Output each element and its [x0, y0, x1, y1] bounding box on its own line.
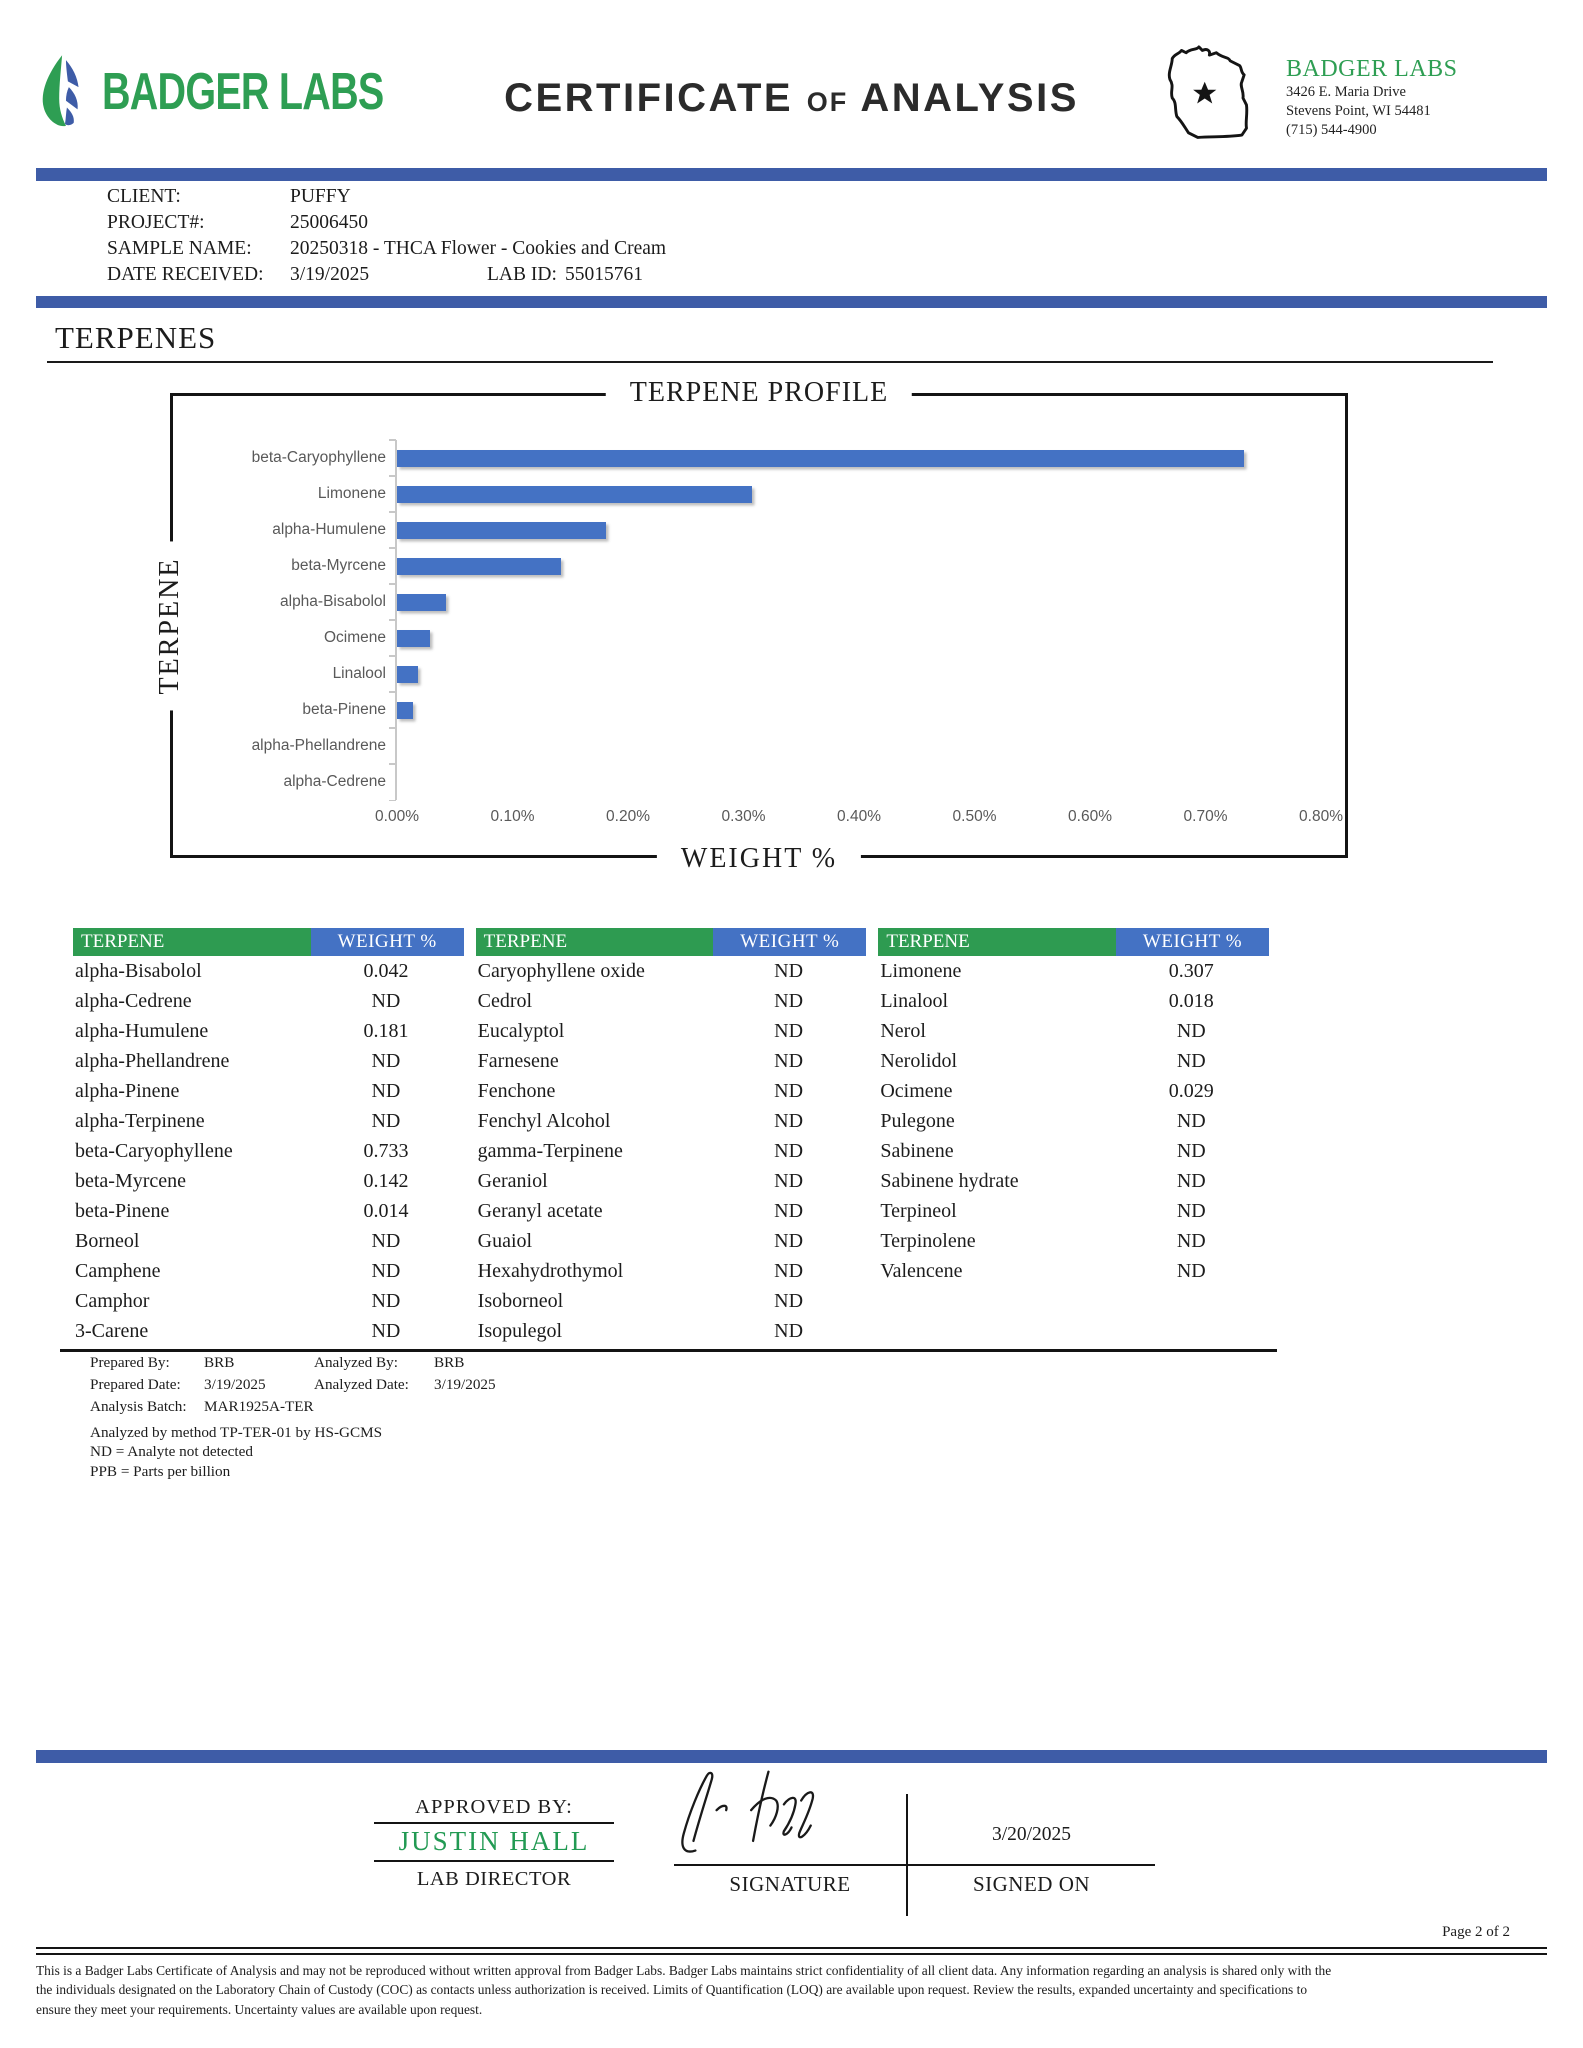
terpene-weight-value: 0.142 — [363, 1169, 409, 1192]
lab-phone: (715) 544-4900 — [1286, 122, 1377, 138]
sample-name-label: SAMPLE NAME: — [107, 238, 252, 259]
lab-name: BADGER LABS — [1286, 56, 1458, 82]
chart-category-label: alpha-Cedrene — [283, 773, 386, 790]
chart-x-axis-ticks — [375, 808, 1343, 828]
terpene-weight-value: ND — [774, 1049, 804, 1072]
chart-x-axis-title: WEIGHT % — [657, 843, 861, 875]
terpene-name: Terpinolene — [880, 1229, 976, 1252]
section-title: TERPENES — [55, 320, 217, 355]
terpene-weight-value: ND — [774, 989, 804, 1012]
weight-column-header: WEIGHT % — [311, 928, 464, 956]
signature-image — [655, 1764, 905, 1864]
terpene-weight-value: ND — [774, 1229, 804, 1252]
chart-x-tick-label: 0.00% — [375, 808, 419, 825]
table-row — [878, 1166, 1269, 1196]
chart-x-tick-label: 0.70% — [1183, 808, 1228, 825]
table-row — [476, 1076, 867, 1106]
approved-by-block — [374, 1796, 614, 1891]
sample-name-value: 20250318 - THCA Flower - Cookies and Cream — [290, 238, 667, 259]
terpene-table-group — [73, 928, 464, 1346]
table-row — [73, 1016, 464, 1046]
disclaimer-line: ensure they meet your requirements. Uncertainty values are available upon request. — [36, 2001, 483, 2017]
terpene-name: alpha-Bisabolol — [75, 959, 202, 982]
sample-info-block — [107, 186, 667, 290]
signature-label: SIGNATURE — [729, 1872, 851, 1896]
table-row — [476, 1106, 867, 1136]
terpene-name: Ocimene — [880, 1079, 953, 1102]
divider-bar-top — [36, 168, 1547, 181]
table-header-row — [73, 928, 464, 956]
lab-address-line2: Stevens Point, WI 54481 — [1286, 103, 1431, 119]
terpene-weight-value: ND — [1176, 1259, 1206, 1282]
chart-category-label: alpha-Humulene — [272, 521, 386, 538]
table-row — [476, 1166, 867, 1196]
prep-info-block — [90, 1352, 496, 1481]
terpene-name: beta-Myrcene — [75, 1169, 187, 1192]
chart-bar — [397, 558, 561, 575]
table-row — [878, 1226, 1269, 1256]
terpene-name: Caryophyllene oxide — [477, 959, 645, 982]
terpene-name: Cedrol — [477, 989, 533, 1012]
chart-x-tick-label: 0.60% — [1068, 808, 1112, 825]
approved-by-label: APPROVED BY: — [374, 1796, 614, 1824]
terpene-name: Linalool — [880, 989, 949, 1012]
prepared-date-label: Prepared Date: — [90, 1376, 181, 1393]
chart-row — [280, 584, 1321, 620]
terpene-weight-value: ND — [774, 1319, 804, 1342]
terpene-weight-value: ND — [774, 1169, 804, 1192]
table-row — [73, 1196, 464, 1226]
nd-note: ND = Analyte not detected — [90, 1443, 253, 1461]
terpene-weight-value: ND — [371, 1319, 401, 1342]
table-row — [476, 986, 867, 1016]
chart-bar — [397, 666, 418, 683]
chart-category-label: alpha-Phellandrene — [251, 737, 386, 754]
chart-x-tick-label: 0.40% — [837, 808, 881, 825]
method-note: Analyzed by method TP-TER-01 by HS-GCMS — [90, 1424, 383, 1441]
terpene-name: Fenchone — [477, 1079, 556, 1102]
terpene-name: Camphor — [75, 1289, 150, 1312]
terpene-table-group — [878, 928, 1269, 1286]
terpene-column-header: TERPENE — [878, 928, 1116, 956]
terpene-name: Geranyl acetate — [477, 1199, 603, 1222]
terpene-name: Isopulegol — [477, 1319, 563, 1342]
chart-bar — [397, 594, 446, 611]
terpene-name: alpha-Humulene — [75, 1019, 209, 1042]
project-label: PROJECT#: — [107, 212, 205, 233]
terpene-weight-value: ND — [774, 1019, 804, 1042]
badger-labs-logo — [36, 50, 472, 134]
approver-title: LAB DIRECTOR — [416, 1868, 572, 1890]
chart-category-label: beta-Myrcene — [291, 557, 386, 574]
terpene-name: Pulegone — [880, 1109, 955, 1132]
chart-x-tick-label: 0.30% — [721, 808, 766, 825]
chart-row — [317, 476, 1321, 512]
project-row — [107, 212, 643, 238]
prepared-date-value: 3/19/2025 — [204, 1376, 266, 1393]
table-row — [476, 1136, 867, 1166]
weight-column-header: WEIGHT % — [1116, 928, 1269, 956]
terpene-weight-value: ND — [371, 1079, 401, 1102]
table-row — [476, 1256, 867, 1286]
terpene-weight-value: ND — [371, 1289, 401, 1312]
table-row — [476, 1016, 867, 1046]
table-row — [73, 1106, 464, 1136]
terpene-weight-value: 0.029 — [1168, 1079, 1214, 1102]
terpene-name: gamma-Terpinene — [477, 1139, 623, 1162]
chart-x-tick-label: 0.10% — [490, 808, 535, 825]
terpene-table-group — [476, 928, 867, 1346]
table-row — [73, 986, 464, 1016]
terpene-weight-value: ND — [774, 1139, 804, 1162]
lab-contact-info — [1286, 40, 1458, 156]
chart-row — [272, 512, 1321, 548]
terpene-name: beta-Pinene — [75, 1199, 170, 1222]
terpene-name: 3-Carene — [75, 1319, 149, 1342]
terpene-column-header: TERPENE — [73, 928, 311, 956]
table-header-row — [878, 928, 1269, 956]
client-value: PUFFY — [290, 186, 351, 207]
analysis-batch-label: Analysis Batch: — [90, 1398, 187, 1415]
terpene-name: Limonene — [880, 959, 962, 982]
chart-x-tick-label: 0.50% — [952, 808, 997, 825]
table-row — [476, 1226, 867, 1256]
terpene-name: alpha-Pinene — [75, 1079, 180, 1102]
terpene-weight-value: ND — [371, 1049, 401, 1072]
terpene-name: Nerol — [880, 1019, 926, 1042]
chart-bars — [251, 440, 1321, 800]
terpene-name: Eucalyptol — [477, 1019, 565, 1042]
lab-id-label: LAB ID: — [487, 264, 557, 285]
terpene-weight-value: ND — [371, 989, 401, 1012]
chart-row — [251, 440, 1321, 476]
chart-x-tick-label: 0.80% — [1299, 808, 1343, 825]
prep-notes — [90, 1423, 496, 1481]
terpene-name: Borneol — [75, 1229, 140, 1252]
analyzed-by-label: Analyzed By: — [314, 1354, 398, 1371]
terpene-weight-value: ND — [371, 1229, 401, 1252]
terpene-name: Isoborneol — [477, 1289, 564, 1312]
wisconsin-map-icon — [1148, 40, 1280, 156]
chart-bar — [397, 450, 1244, 467]
terpene-weight-value: ND — [774, 1289, 804, 1312]
chart-bar — [397, 486, 752, 503]
table-row — [878, 986, 1269, 1016]
chart-bar — [397, 522, 606, 539]
chart-row — [302, 692, 1321, 728]
terpene-weight-value: 0.014 — [363, 1199, 409, 1222]
table-row — [476, 956, 867, 986]
terpene-weight-value: ND — [774, 1109, 804, 1132]
analysis-batch-value: MAR1925A-TER — [204, 1398, 314, 1415]
project-value: 25006450 — [290, 212, 368, 233]
divider-bar-bottom — [36, 1750, 1547, 1763]
terpene-weight-value: 0.181 — [363, 1019, 409, 1042]
terpene-name: Valencene — [880, 1259, 963, 1282]
terpene-weight-value: 0.042 — [363, 959, 409, 982]
table-row — [73, 1256, 464, 1286]
prepared-by-label: Prepared By: — [90, 1354, 170, 1371]
signature-divider — [906, 1794, 908, 1916]
terpene-weight-value: ND — [1176, 1229, 1206, 1252]
terpene-weight-value: 0.733 — [363, 1139, 409, 1162]
terpene-weight-value: ND — [1176, 1109, 1206, 1132]
terpene-weight-value: 0.018 — [1168, 989, 1214, 1012]
terpene-name: Terpineol — [880, 1199, 957, 1222]
disclaimer-text — [36, 1961, 1547, 2019]
title-word-certificate: CERTIFICATE — [504, 76, 794, 120]
date-received-value: 3/19/2025 — [290, 264, 370, 285]
date-received-label: DATE RECEIVED: — [107, 264, 264, 285]
terpene-column-header: TERPENE — [476, 928, 714, 956]
table-row — [878, 1016, 1269, 1046]
chart-bar — [397, 702, 413, 719]
table-row — [878, 1136, 1269, 1166]
footer — [36, 1947, 1547, 2019]
terpene-weight-value: ND — [774, 959, 804, 982]
table-row — [878, 1256, 1269, 1286]
table-row — [73, 1316, 464, 1346]
table-row — [878, 1046, 1269, 1076]
table-row — [73, 956, 464, 986]
terpenes-section-heading — [47, 320, 1493, 363]
terpene-weight-value: ND — [371, 1259, 401, 1282]
disclaimer-line: This is a Badger Labs Certificate of Analysis and may not be reproduced without written approval from Badger Labs. Badger Labs maintains strict confidentiality of all client data. Any information regarding an analysis is shared only with the — [36, 1963, 1332, 1978]
terpene-weight-value: ND — [1176, 1139, 1206, 1162]
lab-address-block — [1148, 40, 1458, 156]
chart-x-tick-label: 0.20% — [606, 808, 650, 825]
terpene-weight-value: ND — [1176, 1169, 1206, 1192]
terpene-weight-value: ND — [1176, 1199, 1206, 1222]
table-row — [73, 1286, 464, 1316]
table-row — [476, 1316, 867, 1346]
terpene-name: Sabinene — [880, 1139, 954, 1162]
signed-on-date: 3/20/2025 — [991, 1824, 1072, 1845]
terpene-weight-value: ND — [1176, 1049, 1206, 1072]
approver-name: JUSTIN HALL — [374, 1824, 614, 1862]
chart-category-label: beta-Caryophyllene — [251, 449, 386, 466]
chart-category-label: Ocimene — [323, 629, 386, 646]
chart-row — [323, 620, 1321, 656]
table-row — [73, 1226, 464, 1256]
table-row — [476, 1196, 867, 1226]
weight-column-header: WEIGHT % — [713, 928, 866, 956]
logo-wordmark: BADGER LABS — [102, 63, 384, 121]
terpene-weight-value: ND — [774, 1259, 804, 1282]
chart-row — [332, 656, 1321, 692]
terpene-name: Hexahydrothymol — [477, 1259, 624, 1282]
lab-id-value: 55015761 — [565, 264, 643, 285]
chart-category-label: beta-Pinene — [302, 701, 386, 718]
chart-row — [251, 728, 1321, 764]
chart-y-axis-title: TERPENE — [154, 541, 186, 710]
analyzed-date-label: Analyzed Date: — [314, 1376, 409, 1393]
table-row — [878, 956, 1269, 986]
title-word-analysis: ANALYSIS — [860, 76, 1079, 120]
terpene-name: alpha-Cedrene — [75, 989, 192, 1012]
chart-plot-area — [251, 440, 1343, 825]
divider-bar-section — [36, 296, 1547, 308]
terpene-profile-chart — [154, 377, 1348, 874]
table-row — [476, 1046, 867, 1076]
chart-row — [291, 548, 1321, 584]
terpene-name: beta-Caryophyllene — [75, 1139, 233, 1162]
table-header-row — [476, 928, 867, 956]
prep-grid — [90, 1352, 496, 1418]
table-row — [878, 1196, 1269, 1226]
title-word-of: OF — [806, 87, 849, 117]
analyzed-date-value: 3/19/2025 — [434, 1376, 496, 1393]
terpene-weight-value: 0.307 — [1168, 959, 1214, 982]
terpene-weight-value: ND — [371, 1109, 401, 1132]
table-row — [878, 1106, 1269, 1136]
terpene-name: Camphene — [75, 1259, 161, 1282]
page-title — [504, 76, 1079, 121]
terpene-name: Geraniol — [477, 1169, 548, 1192]
terpene-name: Fenchyl Alcohol — [477, 1109, 611, 1132]
terpene-weight-value: ND — [1176, 1019, 1206, 1042]
chart-category-label: Limonene — [317, 485, 386, 502]
prepared-by-value: BRB — [204, 1354, 235, 1371]
lab-address-line1: 3426 E. Maria Drive — [1286, 84, 1406, 100]
terpene-name: Guaiol — [477, 1229, 533, 1252]
chart-title: TERPENE PROFILE — [606, 377, 912, 409]
client-row — [107, 186, 643, 212]
ppb-note: PPB = Parts per billion — [90, 1462, 231, 1480]
table-row — [73, 1136, 464, 1166]
chart-category-label: alpha-Bisabolol — [280, 593, 386, 610]
footer-rule — [36, 1947, 1547, 1955]
terpene-name: Farnesene — [477, 1049, 559, 1072]
sample-name-row — [107, 238, 667, 264]
table-row — [878, 1076, 1269, 1106]
terpene-results-table — [73, 928, 1269, 1346]
terpene-name: Sabinene hydrate — [880, 1169, 1019, 1192]
table-row — [476, 1286, 867, 1316]
client-label: CLIENT: — [107, 186, 181, 207]
chart-row — [283, 764, 1321, 800]
date-received-row — [107, 264, 643, 290]
terpene-weight-value: ND — [774, 1079, 804, 1102]
disclaimer-line: the individuals designated on the Laboratory Chain of Custody (COC) as contacts unless authorization is received. Limits of Quantification (LOQ) are available upon request. Review the results, expanded uncertainty and specifications to — [36, 1982, 1308, 1998]
table-row — [73, 1046, 464, 1076]
terpene-name: alpha-Terpinene — [75, 1109, 205, 1132]
terpene-name: Nerolidol — [880, 1049, 957, 1072]
terpene-name: alpha-Phellandrene — [75, 1049, 230, 1072]
table-row — [73, 1166, 464, 1196]
leaf-logo-icon — [36, 50, 94, 134]
analyzed-by-value: BRB — [434, 1354, 465, 1371]
table-row — [73, 1076, 464, 1106]
signature-line — [674, 1864, 1155, 1866]
chart-bar — [397, 630, 430, 647]
terpene-weight-value: ND — [774, 1199, 804, 1222]
page-number: Page 2 of 2 — [1442, 1924, 1510, 1940]
signed-on-label: SIGNED ON — [972, 1872, 1091, 1896]
chart-category-label: Linalool — [332, 665, 386, 682]
